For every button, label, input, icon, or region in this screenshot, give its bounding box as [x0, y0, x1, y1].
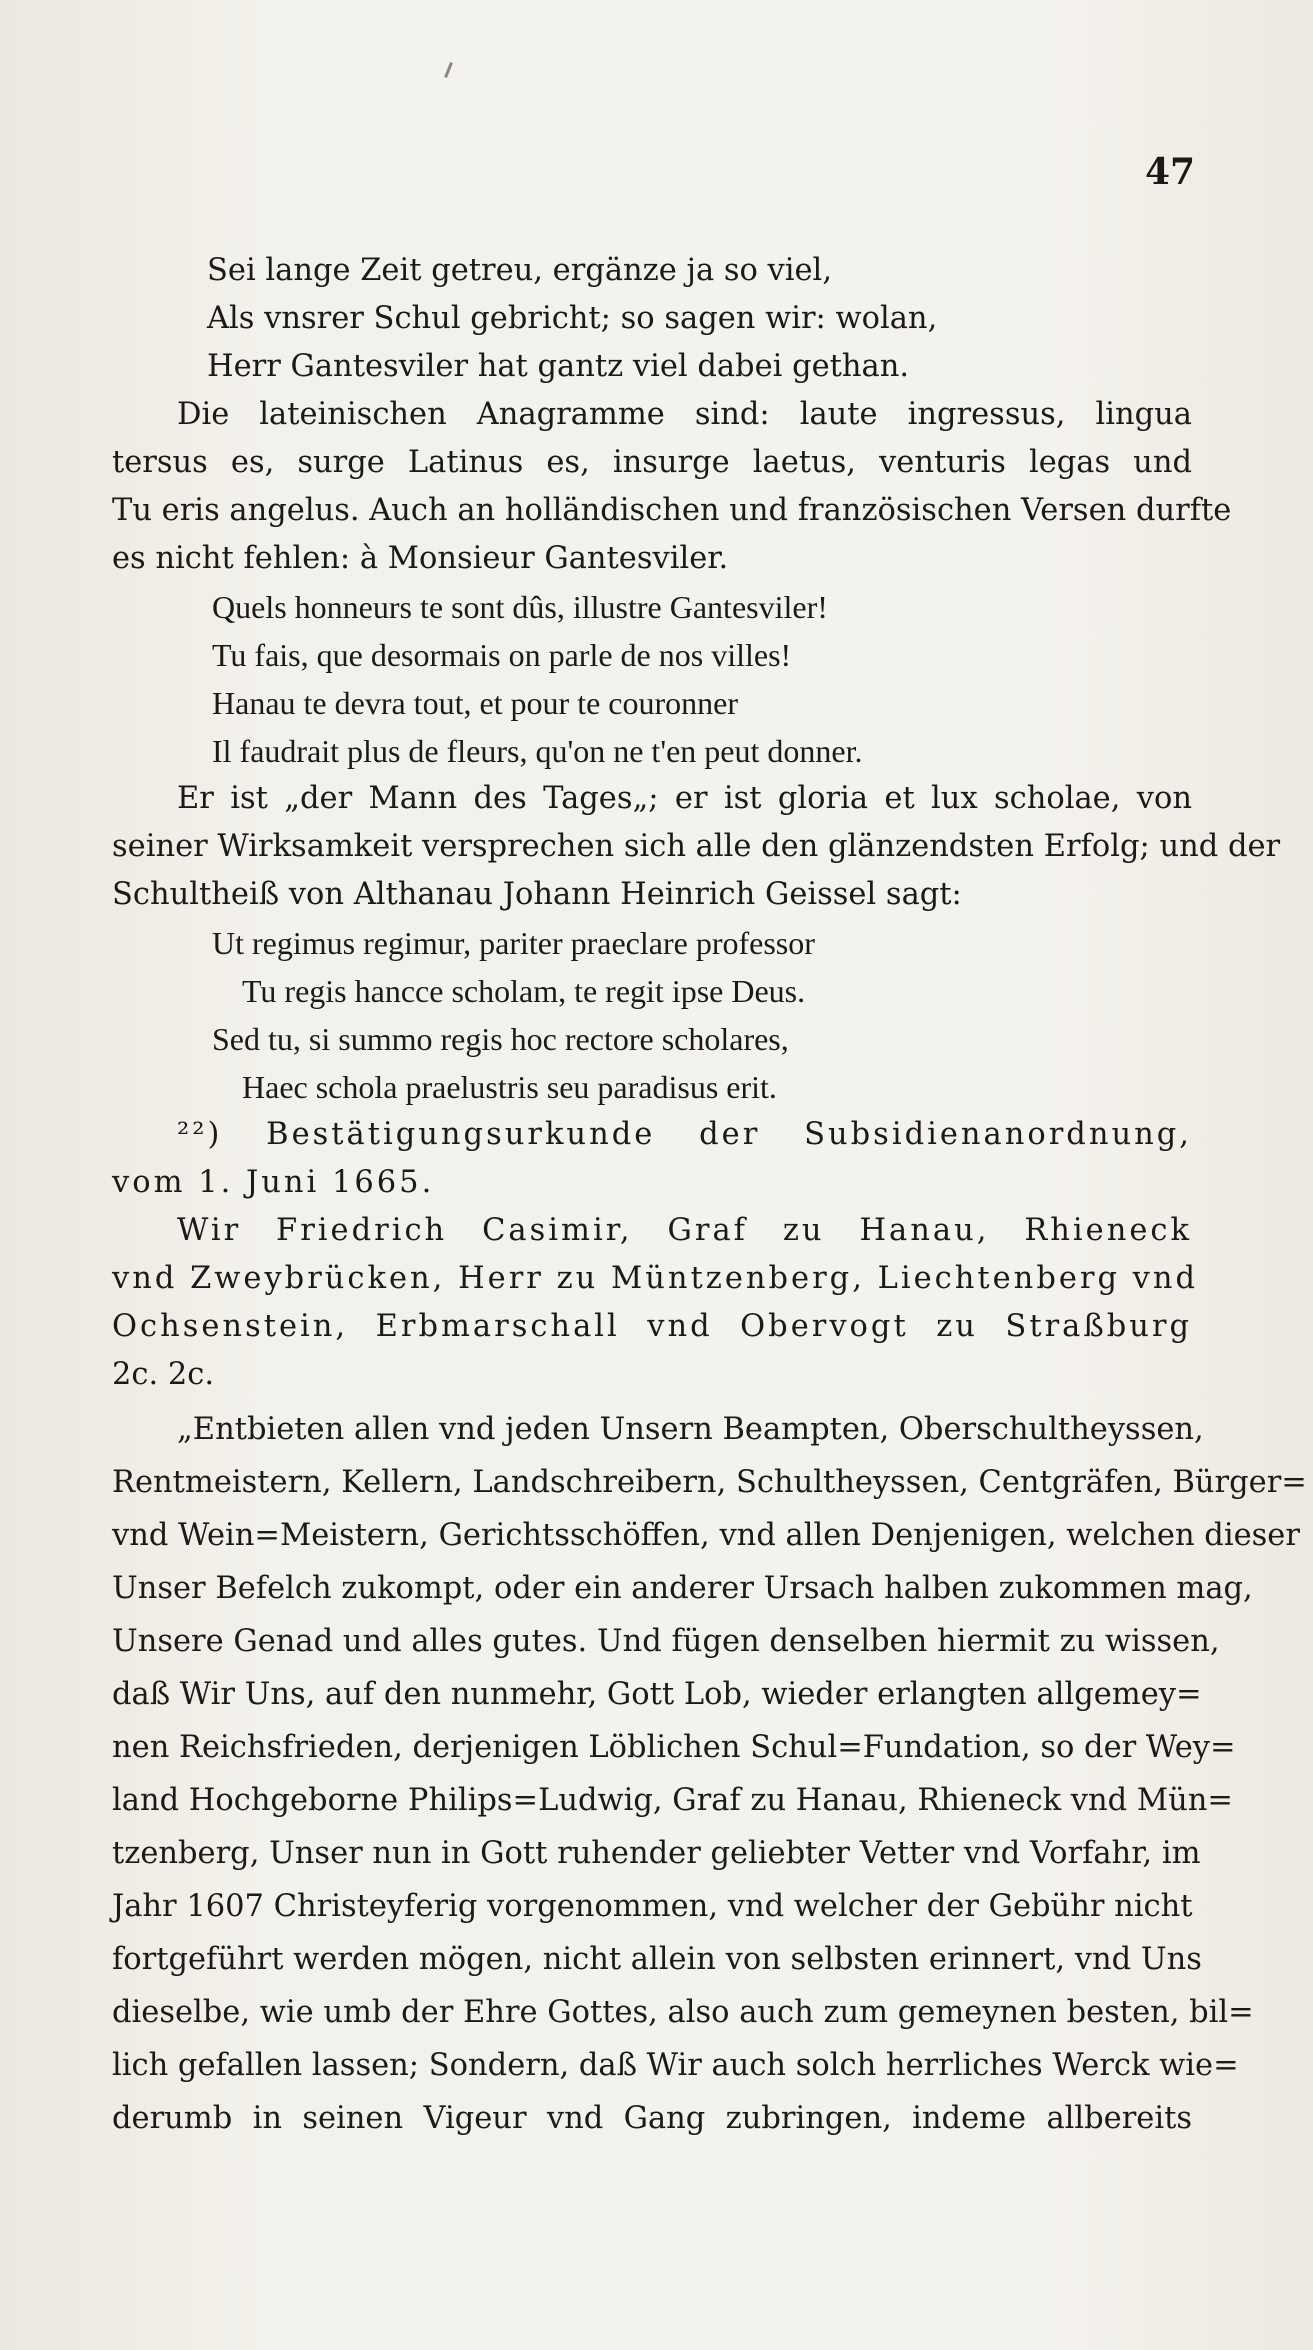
text-line: es nicht fehlen: à Monsieur Gantesviler.: [112, 541, 729, 576]
text-line: nen Reichsfrieden, derjenigen Löblichen Schul=Fundation, so der Wey=: [112, 1730, 1236, 1765]
verse-line: Tu regis hancce scholam, te regit ipse Deus.: [242, 973, 806, 1009]
text-line: daß Wir Uns, auf den nunmehr, Gott Lob, wieder erlangten allgemey=: [112, 1677, 1202, 1712]
verse-line: Quels honneurs te sont dûs, illustre Gantesviler!: [212, 589, 828, 625]
text-line: „Entbieten allen vnd jeden Unsern Beampten, Oberschultheyssen,: [177, 1412, 1204, 1447]
title-line: Wir Friedrich Casimir, Graf zu Hanau, Rhieneck: [177, 1213, 1192, 1248]
text-line: fortgeführt werden mögen, nicht allein von selbsten erinnert, vnd Uns: [112, 1942, 1202, 1977]
text-line: tzenberg, Unser nun in Gott ruhender geliebter Vetter vnd Vorfahr, im: [112, 1836, 1201, 1871]
verse-line: Hanau te devra tout, et pour te couronner: [212, 685, 739, 721]
verse-line: Sed tu, si summo regis hoc rectore scholares,: [212, 1021, 789, 1057]
verse-line: Sei lange Zeit getreu, ergänze ja so viel,: [207, 253, 833, 288]
title-line: Ochsenstein, Erbmarschall vnd Obervogt zu Straßburg: [112, 1309, 1192, 1344]
verse-line: Tu fais, que desormais on parle de nos villes!: [212, 637, 792, 673]
verse-line: Als vnsrer Schul gebricht; so sagen wir: wolan,: [207, 301, 938, 336]
text-line: land Hochgeborne Philips=Ludwig, Graf zu Hanau, Rhieneck vnd Mün=: [112, 1783, 1233, 1818]
text-line: Tu eris angelus. Auch an holländischen und französischen Versen durfte: [112, 493, 1232, 528]
text-line: lich gefallen lassen; Sondern, daß Wir auch solch herrliches Werck wie=: [112, 2048, 1239, 2083]
text-line: dieselbe, wie umb der Ehre Gottes, also auch zum gemeynen besten, bil=: [112, 1995, 1254, 2030]
verse-line: Haec schola praelustris seu paradisus erit.: [242, 1069, 777, 1105]
text-line: Rentmeistern, Kellern, Landschreibern, Schultheyssen, Centgräfen, Bürger=: [112, 1465, 1307, 1500]
verse-line: Il faudrait plus de fleurs, qu'on ne t'en peut donner.: [212, 733, 863, 769]
verse-line: Ut regimus regimur, pariter praeclare professor: [212, 925, 815, 961]
text-line: Er ist „der Mann des Tages„; er ist gloria et lux scholae, von: [177, 781, 1192, 816]
text-line: tersus es, surge Latinus es, insurge laetus, venturis legas und: [112, 445, 1192, 480]
text-line: Jahr 1607 Christeyferig vorgenommen, vnd welcher der Gebühr nicht: [112, 1889, 1193, 1924]
title-line: 2c. 2c.: [112, 1357, 215, 1392]
text-line: Die lateinischen Anagramme sind: laute ingressus, lingua: [177, 397, 1192, 432]
footnote-heading: ²²) Bestätigungsurkunde der Subsidienanordnung,: [177, 1117, 1192, 1152]
text-line: derumb in seinen Vigeur vnd Gang zubringen, indeme allbereits: [112, 2101, 1192, 2136]
verse-line: Herr Gantesviler hat gantz viel dabei gethan.: [207, 349, 910, 384]
footnote-heading: vom 1. Juni 1665.: [112, 1165, 435, 1200]
text-line: seiner Wirksamkeit versprechen sich alle den glänzendsten Erfolg; und der: [112, 829, 1281, 864]
text-line: Schultheiß von Althanau Johann Heinrich Geissel sagt:: [112, 877, 962, 912]
text-line: Unser Befelch zukompt, oder ein anderer Ursach halben zukommen mag,: [112, 1571, 1253, 1606]
pencil-mark: [444, 62, 453, 78]
page-number: 47: [1145, 151, 1196, 193]
title-line: vnd Zweybrücken, Herr zu Müntzenberg, Liechtenberg vnd: [112, 1261, 1199, 1296]
text-line: vnd Wein=Meistern, Gerichtsschöffen, vnd allen Denjenigen, welchen dieser: [112, 1518, 1300, 1553]
text-line: Unsere Genad und alles gutes. Und fügen denselben hiermit zu wissen,: [112, 1624, 1220, 1659]
